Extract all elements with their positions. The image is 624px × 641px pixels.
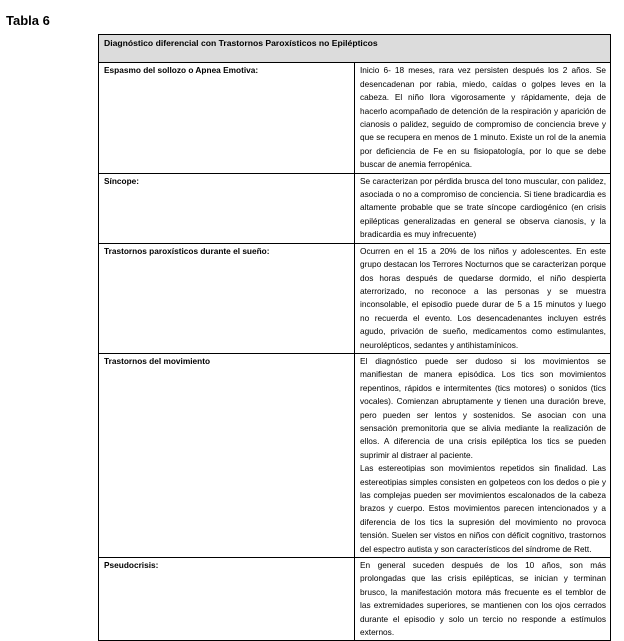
description-paragraph: El diagnóstico puede ser dudoso si los movimientos se manifiestan de manera episódica. Los tics son movimientos repentinos, rápidos e intermitentes (tics motores) o sonidos (tics vocales). Comienzan abruptamente y tienen una duración breve, pero pueden ser lentos y sostenidos. Se asocian con una sensación premonitoria que se alivia mediante la realización de ellos. A diferencia de una crisis epiléptica los tics se pueden suprimir al distraer al paciente. <box>360 355 606 460</box>
row-term: Espasmo del sollozo o Apnea Emotiva: <box>99 63 355 173</box>
table-row <box>99 243 611 353</box>
row-term: Trastornos del movimiento <box>99 353 355 557</box>
table-row <box>99 353 611 557</box>
description-paragraph: Inicio 6- 18 meses, rara vez persisten después los 2 años. Se desencadenan por rabia, miedo, caídas o golpes leves en la cabeza. El niño llora vigorosamente y rápidamente, deja de hacerlo acompañado de detención de la respiración y aparición de cianosis o palidez, seguido de compromiso de conciencia breve y que se recupera en menos de 1 minuto. Existe un rol de la anemia por deficiencia de Fe en su fisiopatología, por lo que se debe buscar de anemia ferropénica. <box>360 65 606 170</box>
row-term: Trastornos paroxísticos durante el sueño: <box>99 243 355 353</box>
row-description <box>355 353 611 557</box>
row-term: Pseudocrisis: <box>99 558 355 641</box>
table-header: Diagnóstico diferencial con Trastornos Paroxísticos no Epilépticos <box>99 35 611 63</box>
description-paragraph: Se caracterizan por pérdida brusca del tono muscular, con palidez, asociada o no a compromiso de conciencia. Si tiene bradicardia es altamente probable que se trate síncope cardiogénico (en crisis epilépticas generalizadas en general se observa cianosis, y la bradicardia es muy infrecuente) <box>360 175 606 240</box>
description-paragraph: Las estereotipias son movimientos repetidos sin finalidad. Las estereotipias simples consisten en golpeteos con los dedos o pie y las complejas pueden ser movimientos escalonados de la cabeza brazos y cuerpo. Estos movimientos parecen intencionados y a diferencia de los tics la supresión del movimiento no provoca tensión. Suelen ser vistos en niños con déficit cognitivo, trastornos del espectro autista y son característicos del síndrome de Rett. <box>360 463 606 554</box>
description-paragraph: Ocurren en el 15 a 20% de los niños y adolescentes. En este grupo destacan los Terrores Nocturnos que se caracterizan porque dos horas después de quedarse dormido, el niño despierta aterrorizado, no reconoce a las personas y se muestra inconsolable, el episodio puede durar de 5 a 15 minutos y luego no recuerda el evento. Los desencadenantes incluyen estrés agudo, privación de sueño, medicamentos como estimulantes, neurolépticos, sedantes y antihistamínicos. <box>360 245 606 350</box>
row-description <box>355 243 611 353</box>
table-row <box>99 63 611 173</box>
row-description <box>355 63 611 173</box>
table-header-row <box>99 35 611 63</box>
table-row <box>99 173 611 243</box>
differential-diagnosis-table <box>98 34 611 641</box>
row-term: Síncope: <box>99 173 355 243</box>
table-row <box>99 558 611 641</box>
table-title: Tabla 6 <box>6 13 50 28</box>
row-description <box>355 173 611 243</box>
description-paragraph: En general suceden después de los 10 años, son más prolongadas que las crisis epilépticas, se inician y terminan brusco, la manifestación motora más frecuente es el temblor de las extremidades superiores, se mantienen con los ojos cerrados durante el episodio y solo un tercio no responde a estímulos externos. <box>360 560 606 638</box>
row-description <box>355 558 611 641</box>
